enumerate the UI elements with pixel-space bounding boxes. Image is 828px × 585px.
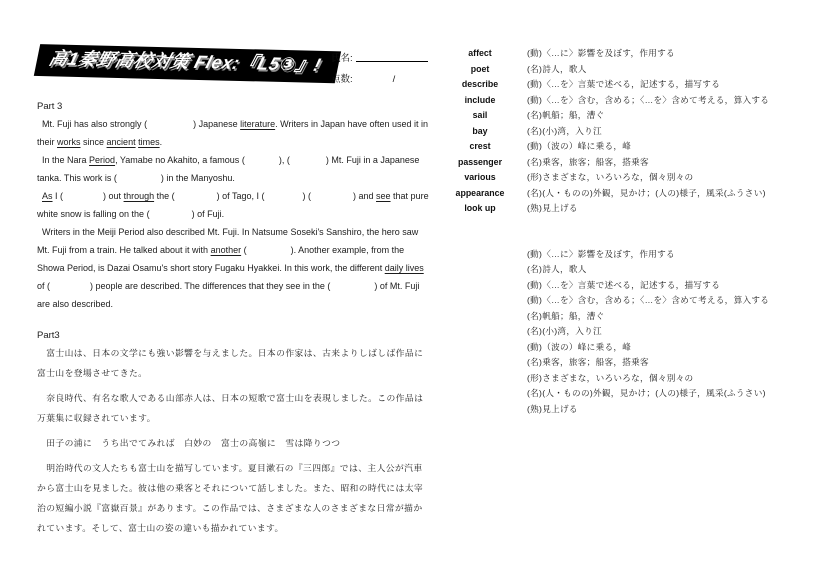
japanese-passage (37, 343, 429, 538)
fill-in-blank: ( ) (308, 191, 356, 201)
fill-in-blank: ( ) (261, 191, 306, 201)
vocab-definition-repeat: (熟)見上げる (527, 403, 578, 414)
vocab-word: look up (464, 203, 496, 213)
vocab-definition-repeat: (動)（波の）峰に乗る，峰 (527, 341, 632, 352)
fill-in-blank: ( ) (327, 281, 378, 291)
vocab-row (437, 124, 823, 140)
vocab-definition: (名)(小)湾，入り江 (527, 125, 602, 136)
name-score-block (331, 50, 436, 85)
vocab-row (437, 201, 823, 217)
vocab-definition-repeat: (名)詩人，歌人 (527, 264, 587, 274)
vocab-row (437, 139, 823, 155)
header (37, 44, 429, 86)
vocab-definition-repeat: (動)〈…に〉影響を及ぼす，作用する (527, 248, 675, 259)
vocab-definition-repeat: (名)(人・ものの)外観，見かけ；(人の)様子，風采(ふうさい) (527, 388, 766, 398)
vocab-word: appearance (455, 187, 505, 198)
vocab-definition: (動)〈…を〉言葉で述べる，記述する，描写する (527, 79, 721, 89)
part-label-japanese: Part3 (37, 330, 60, 341)
score-label: 点数: (331, 74, 353, 85)
fill-in-blank: ( ) (286, 155, 329, 165)
passage-paragraph: Mt. Fuji has also strongly ( ) Japanese literature. Writers in Japan have often used it in their works since ancient times. (37, 119, 431, 147)
vocab-definition-repeat: (名)(小)湾，入り江 (527, 326, 602, 336)
passage-paragraph-tanka: As I ( ) out through the ( ) of Tago, I ( ) ( ) and see that pure white snow is falling on the ( ) of Fuji. (37, 191, 432, 219)
vocab-row (437, 46, 823, 62)
vocab-definition: (動)（波の）峰に乗る，峰 (527, 141, 632, 151)
vocab-definition: (熟)見上げる (527, 203, 578, 213)
vocab-definition: (動)〈…を〉含む，含める；〈…を〉含めて考える，算入する (527, 94, 770, 105)
passage-paragraph: In the Nara Period, Yamabe no Akahito, a famous ( ), ( ) Mt. Fuji in a Japanese tanka. This work is ( ) in the Manyoshu. (37, 155, 422, 183)
part-label-english: Part 3 (37, 101, 63, 112)
vocab-word: affect (468, 48, 492, 58)
jp-paragraph: 奈良時代、有名な歌人である山部赤人は、日本の短歌で富士山を表現しました。この作品は万葉集に収録されています。 (37, 393, 424, 423)
vocab-word: include (464, 94, 496, 105)
vocab-row (437, 170, 823, 186)
vocab-word: bay (472, 125, 488, 136)
name-underline (356, 60, 428, 62)
vocab-word: sail (472, 110, 488, 120)
vocab-definition: (動)〈…に〉影響を及ぼす，作用する (527, 48, 675, 58)
vocab-definition-repeat: (名)乗客，旅客；船客，搭乗客 (527, 357, 649, 367)
name-label: 氏名: (331, 53, 353, 64)
fill-in-blank: ( ) (146, 209, 195, 219)
vocab-definition-repeat: (動)〈…を〉含む，含める；〈…を〉含めて考える，算入する (527, 295, 770, 305)
vocab-row (437, 155, 823, 171)
title-band (34, 44, 342, 83)
vocab-definition: (形)さまざまな，いろいろな，個々別々の (527, 172, 694, 182)
left-column (37, 44, 432, 543)
jp-paragraph-tanka: 田子の浦に うち出でてみれば 白妙の 富士の高嶺に 雪は降りつつ (37, 438, 341, 448)
vocab-definition: (名)詩人，歌人 (527, 63, 587, 74)
vocab-row (437, 108, 823, 124)
score-slash: / (392, 74, 396, 85)
fill-in-blank: ( ) (243, 245, 294, 255)
vocab-definitions-repeat-list (437, 247, 823, 418)
vocab-row (437, 62, 823, 78)
vocab-definition: (名)乗客，旅客；船客，搭乗客 (527, 156, 649, 167)
vocab-row (437, 186, 823, 202)
fill-in-blank: ( ) (144, 119, 197, 129)
vocab-word: describe (461, 79, 499, 89)
vocab-definition-repeat: (動)〈…を〉言葉で述べる，記述する，描写する (527, 279, 721, 290)
vocab-definition: (名)(人・ものの)外観，見かけ；(人の)様子，風采(ふうさい) (527, 187, 766, 198)
fill-in-blank: ( ) (47, 281, 94, 291)
passage-paragraph: Writers in the Meiji Period also described Mt. Fuji. In Natsume Soseki's Sanshiro, the hero saw Mt. Fuji from a train. He talked about it with another ( ). Another example, from the Showa Period, is Dazai Osamu's short story Fugaku Hyakkei. In this work, the different daily lives of ( ) people are described. The differences that they see in the ( ) of Mt. Fuji are also described. (37, 227, 427, 309)
vocab-definition-repeat: (形)さまざまな，いろいろな，個々別々の (527, 372, 694, 383)
english-passage (37, 115, 432, 313)
fill-in-blank: ( ) (171, 191, 220, 201)
jp-paragraph: 明治時代の文人たちも富士山を描写しています。夏目漱石の『三四郎』では、主人公が汽車から富士山を見ました。彼は他の乗客とそれについて話しました。また、昭和の時代には太宰治の短編小説『富嶽百景』があります。この作品では、さまざまな人のさまざまな日常が描かれています。そして、富士山の姿の違いも描かれています。 (37, 463, 424, 533)
fill-in-blank: ( ) (113, 173, 164, 183)
vocab-list (437, 46, 823, 217)
right-column (437, 46, 823, 417)
vocab-word: passenger (457, 156, 502, 167)
vocab-definition-repeat: (名)帆船；船，漕ぐ (527, 310, 605, 321)
vocab-word: crest (469, 141, 491, 151)
vocab-definition: (名)帆船；船，漕ぐ (527, 110, 605, 120)
fill-in-blank: ( ) (60, 191, 107, 201)
worksheet-title: 高1秦野高校対策 Flex:『L5③』! (46, 48, 324, 75)
vocab-row (437, 77, 823, 93)
vocab-row (437, 93, 823, 109)
fill-in-blank: ( ) (241, 155, 282, 165)
jp-paragraph: 富士山は、日本の文学にも強い影響を与えました。日本の作家は、古来よりしばしば作品に富士山を登場させてきた。 (37, 348, 424, 378)
vocab-word: poet (470, 63, 490, 74)
vocab-word: various (464, 172, 496, 182)
